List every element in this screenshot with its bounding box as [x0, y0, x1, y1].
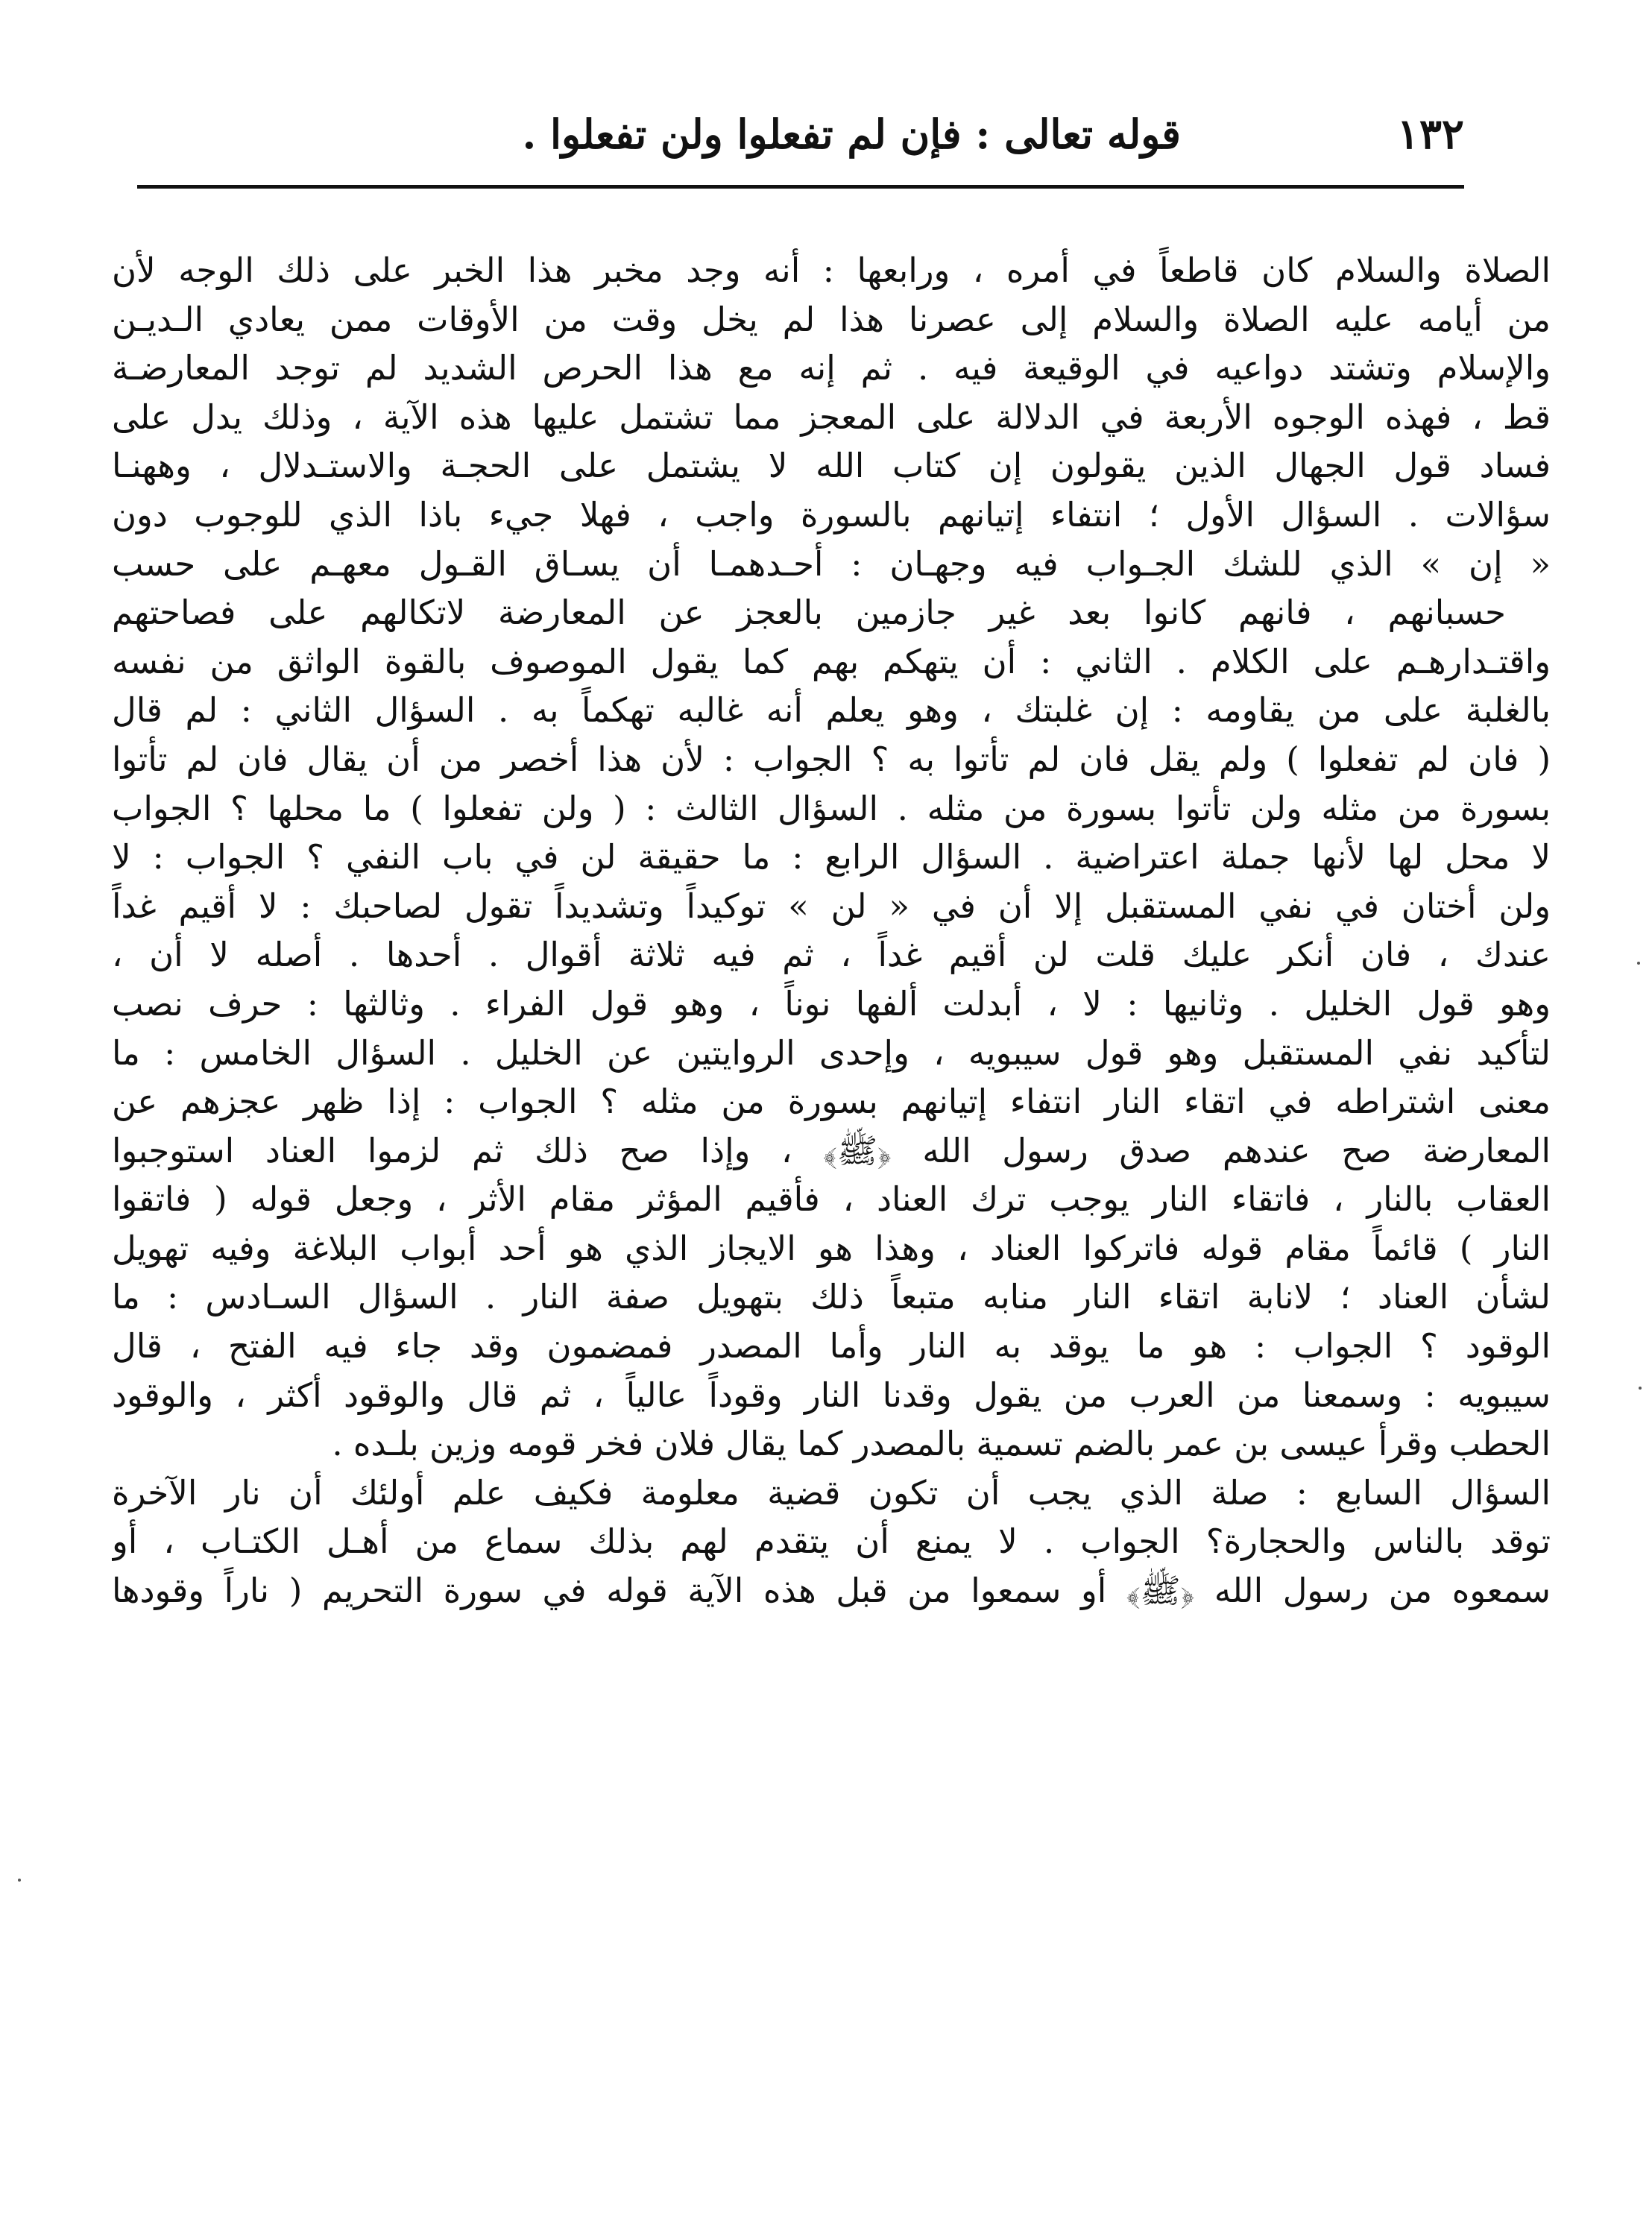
text-line: السؤال السابع : صلة الذي يجب أن تكون قضية معلومة فكيف علم أولئك أن نار الآخرة: [112, 1472, 1551, 1513]
text-line: سيبويه : وسمعنا من العرب من يقول وقدنا النار وقوداً عالياً ، ثم قال والوقود أكثر ، والوقود: [112, 1375, 1551, 1415]
text-line: عندك ، فان أنكر عليك قلت لن أقيم غداً ، ثم فيه ثلاثة أقوال . أحدها . أصله لا أن ،: [112, 935, 1551, 975]
scan-speck: [1637, 962, 1640, 965]
text-line: قط ، فهذه الوجوه الأربعة في الدلالة على المعجز مما تشتمل عليها هذه الآية ، وذلك يدل على: [112, 397, 1551, 437]
text-line: « إن » الذي للشك الجـواب فيه وجهـان : أحـدهمـا أن يسـاق القـول معهـم على حسب: [112, 543, 1551, 584]
text-line: الوقود ؟ الجواب : هو ما يوقد به النار وأما المصدر فمضمون وقد جاء فيه الفتح ، قال: [112, 1326, 1551, 1366]
text-line: ( فان لم تفعلوا ) ولم يقل فان لم تأتوا به ؟ الجواب : لأن هذا أخصر من أن يقال فان لم تأتوا: [112, 739, 1551, 779]
text-line: سمعوه من رسول الله ﴿ﷺ﴾ أو سمعوا من قبل هذه الآية قوله في سورة التحريم ( ناراً وقودها: [112, 1571, 1551, 1611]
text-line: وهو قول الخليل . وثانيها : لا ، أبدلت ألفها نوناً ، وهو قول الفراء . وثالثها : حرف نصب: [112, 983, 1551, 1024]
header-title: قوله تعالى : فإن لم تفعلوا ولن تفعلوا .: [522, 110, 1181, 158]
text-line: بسورة من مثله ولن تأتوا بسورة من مثله . السؤال الثالث : ( ولن تفعلوا ) ما محلها ؟ الجواب: [112, 788, 1551, 828]
scan-speck: [1639, 1387, 1642, 1390]
running-head: [137, 104, 1464, 164]
text-line: حسبانهم ، فانهم كانوا بعد غير جازمين بالعجز عن المعارضة لاتكالهم على فصاحتهم: [112, 593, 1506, 633]
text-line: الصلاة والسلام كان قاطعاً في أمره ، ورابعها : أنه وجد مخبر هذا الخبر على ذلك الوجه لأن: [112, 250, 1551, 290]
text-line: سؤالات . السؤال الأول ؛ انتفاء إتيانهم بالسورة واجب ، فهلا جيء باذا الذي للوجوب دون: [112, 494, 1551, 535]
text-line: لشأن العناد ؛ لانابة اتقاء النار منابه متبعاً ذلك بتهويل صفة النار . السؤال السـادس : ما: [112, 1277, 1551, 1317]
text-line: فساد قول الجهال الذين يقولون إن كتاب الله لا يشتمل على الحجـة والاستـدلال ، وههنـا: [112, 446, 1551, 486]
text-line: من أيامه عليه الصلاة والسلام إلى عصرنا هذا لم يخل وقت من الأوقات ممن يعادي الـديـن: [112, 299, 1551, 339]
text-line: معنى اشتراطه في اتقاء النار انتفاء إتيانهم بسورة من مثله ؟ الجواب : إذا ظهر عجزهم عن: [112, 1082, 1551, 1122]
text-line: العقاب بالنار ، فاتقاء النار يوجب ترك العناد ، فأقيم المؤثر مقام الأثر ، وجعل قوله ( فاتقوا: [112, 1179, 1551, 1220]
text-line: والإسلام وتشتد دواعيه في الوقيعة فيه . ثم إنه مع هذا الحرص الشديد لم توجد المعارضـة: [112, 348, 1551, 388]
text-line: واقتـدارهـم على الكلام . الثاني : أن يتهكم بهم كما يقول الموصوف بالقوة الواثق من نفسه: [112, 641, 1551, 681]
text-line: النار ) قائماً مقام قوله فاتركوا العناد ، وهذا هو الايجاز الذي هو أحد أبواب البلاغة وفيه تهويل: [112, 1228, 1551, 1268]
header-rule: [137, 185, 1464, 189]
text-line: لتأكيد نفي المستقبل وهو قول سيبويه ، وإحدى الروايتين عن الخليل . السؤال الخامس : ما: [112, 1032, 1551, 1073]
text-line: بالغلبة على من يقاومه : إن غلبتك ، وهو يعلم أنه غالبه تهكماً به . السؤال الثاني : لم قال: [112, 690, 1551, 731]
text-line: المعارضة صح عندهم صدق رسول الله ﴿ﷺ﴾ ، وإذا صح ذلك ثم لزموا العناد استوجبوا: [112, 1130, 1551, 1170]
text-line: لا محل لها لأنها جملة اعتراضية . السؤال الرابع : ما حقيقة لن في باب النفي ؟ الجواب : لا: [112, 837, 1551, 877]
scan-speck: [18, 1879, 21, 1882]
body-text: [112, 246, 1551, 1615]
text-line: توقد بالناس والحجارة؟ الجواب . لا يمنع أن يتقدم لهم بذلك سماع من أهـل الكتـاب ، أو: [112, 1522, 1551, 1562]
text-line: ولن أختان في نفي المستقبل إلا أن في « لن » توكيداً وتشديداً تقول لصاحبك : لا أقيم غداً: [112, 886, 1551, 926]
page-number: ١٣٢: [1396, 110, 1464, 159]
text-line: الحطب وقرأ عيسى بن عمر بالضم تسمية بالمصدر كما يقال فلان فخر قومه وزين بلـده .: [332, 1424, 1551, 1464]
